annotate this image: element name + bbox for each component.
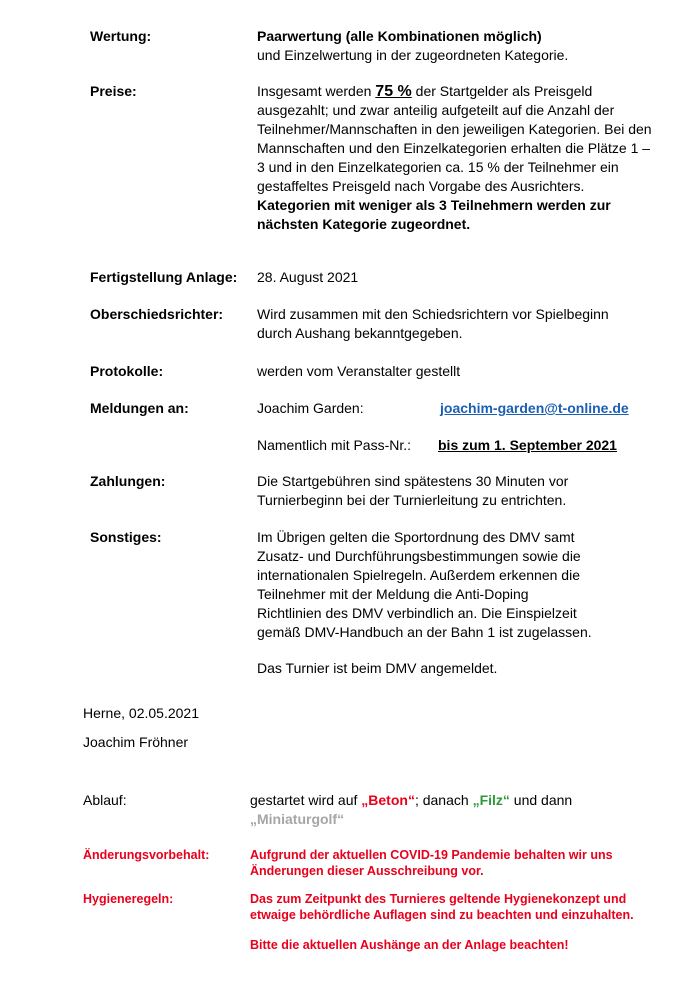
preise-text xyxy=(257,82,652,196)
sonstiges-line: Teilnehmer mit der Meldung die Anti-Doping xyxy=(257,586,529,602)
ablauf-pre: gestartet wird auf xyxy=(250,792,362,808)
hygiene-value xyxy=(250,891,670,953)
sonstiges-value xyxy=(257,528,677,678)
protokolle-value: werden vom Veranstalter gestellt xyxy=(257,363,461,379)
wertung-line1: Paarwertung (alle Kombinationen möglich) xyxy=(257,28,542,44)
sonstiges-line: gemäß DMV-Handbuch an der Bahn 1 ist zugelassen. xyxy=(257,624,592,640)
meldungen-pass-label: Namentlich mit Pass-Nr.: xyxy=(257,437,412,453)
aenderung-label: Änderungsvorbehalt: xyxy=(83,848,210,862)
sonstiges-line: internationalen Spielregeln. Außerdem erkennen die xyxy=(257,567,580,583)
hygiene-line2: etwaige behördliche Auflagen sind zu beachten und einzuhalten. xyxy=(250,908,634,922)
ablauf-mini: „Miniaturgolf“ xyxy=(250,811,345,827)
wertung-label: Wertung: xyxy=(90,28,152,44)
preise-percent: 75 % xyxy=(375,83,412,100)
oberschiedsrichter-line1: Wird zusammen mit den Schiedsrichtern vor Spielbeginn xyxy=(257,306,609,322)
sonstiges-line: Im Übrigen gelten die Sportordnung des DMV samt xyxy=(257,529,575,545)
meldungen-label: Meldungen an: xyxy=(90,400,189,416)
ablauf-mid: ; danach xyxy=(414,792,473,808)
preise-bold-note: Kategorien mit weniger als 3 Teilnehmern werden zur nächsten Kategorie zugeordnet. xyxy=(257,197,611,232)
hygiene-note: Bitte die aktuellen Aushänge an der Anlage beachten! xyxy=(250,938,569,952)
sonstiges-line: Zusatz- und Durchführungsbestimmungen sowie die xyxy=(257,548,581,564)
oberschiedsrichter-value xyxy=(257,305,677,343)
ablauf-post: und dann xyxy=(509,792,573,808)
ablauf-line1 xyxy=(250,791,670,810)
meldungen-deadline: bis zum 1. September 2021 xyxy=(438,437,617,453)
sonstiges-label: Sonstiges: xyxy=(90,529,162,545)
ablauf-value xyxy=(250,791,670,829)
zahlungen-label: Zahlungen: xyxy=(90,473,166,489)
preise-label: Preise: xyxy=(90,83,137,99)
zahlungen-line1: Die Startgebühren sind spätestens 30 Minuten vor xyxy=(257,473,569,489)
wertung-value xyxy=(257,27,677,65)
preise-pre: Insgesamt werden xyxy=(257,83,376,99)
oberschiedsrichter-label: Oberschiedsrichter: xyxy=(90,306,224,322)
aenderung-line2: Änderungen dieser Ausschreibung vor. xyxy=(250,864,484,878)
place-date: Herne, 02.05.2021 xyxy=(83,705,199,721)
email-link[interactable]: joachim-garden@t-online.de xyxy=(440,400,629,416)
wertung-line2: und Einzelwertung in der zugeordneten Kategorie. xyxy=(257,47,569,63)
ablauf-label: Ablauf: xyxy=(83,792,127,808)
protokolle-label: Protokolle: xyxy=(90,363,164,379)
zahlungen-value xyxy=(257,472,677,510)
sonstiges-registered: Das Turnier ist beim DMV angemeldet. xyxy=(257,660,498,676)
hygiene-line1: Das zum Zeitpunkt des Turnieres geltende Hygienekonzept und xyxy=(250,892,627,906)
preise-post: der Startgelder als Preisgeld ausgezahlt; und zwar anteilig aufgeteilt auf die Anzahl der Teilnehmer/Mannschaften in den jeweiligen Kategorien. Bei den Mannschaften und den Einzelkategorien erhalten die Plätze 1 – 3 und in den Einzelkategorien ca. 15 % der Teilnehmer ein gestaffeltes Preisgeld nach Vorgabe des Ausrichters. xyxy=(257,83,652,194)
meldungen-name: Joachim Garden: xyxy=(257,400,364,416)
fertigstellung-label: Fertigstellung Anlage: xyxy=(90,269,238,285)
signer-name: Joachim Fröhner xyxy=(83,734,189,750)
sonstiges-line: Richtlinien des DMV verbindlich an. Die Einspielzeit xyxy=(257,605,577,621)
ablauf-filz: „Filz“ xyxy=(472,792,510,808)
aenderung-line1: Aufgrund der aktuellen COVID-19 Pandemie behalten wir uns xyxy=(250,848,613,862)
fertigstellung-value: 28. August 2021 xyxy=(257,269,359,285)
hygiene-label: Hygieneregeln: xyxy=(83,892,174,906)
zahlungen-line2: Turnierbeginn bei der Turnierleitung zu entrichten. xyxy=(257,492,567,508)
ablauf-beton: „Beton“ xyxy=(361,792,415,808)
oberschiedsrichter-line2: durch Aushang bekanntgegeben. xyxy=(257,325,463,341)
preise-value xyxy=(257,82,652,234)
aenderung-value xyxy=(250,847,670,879)
